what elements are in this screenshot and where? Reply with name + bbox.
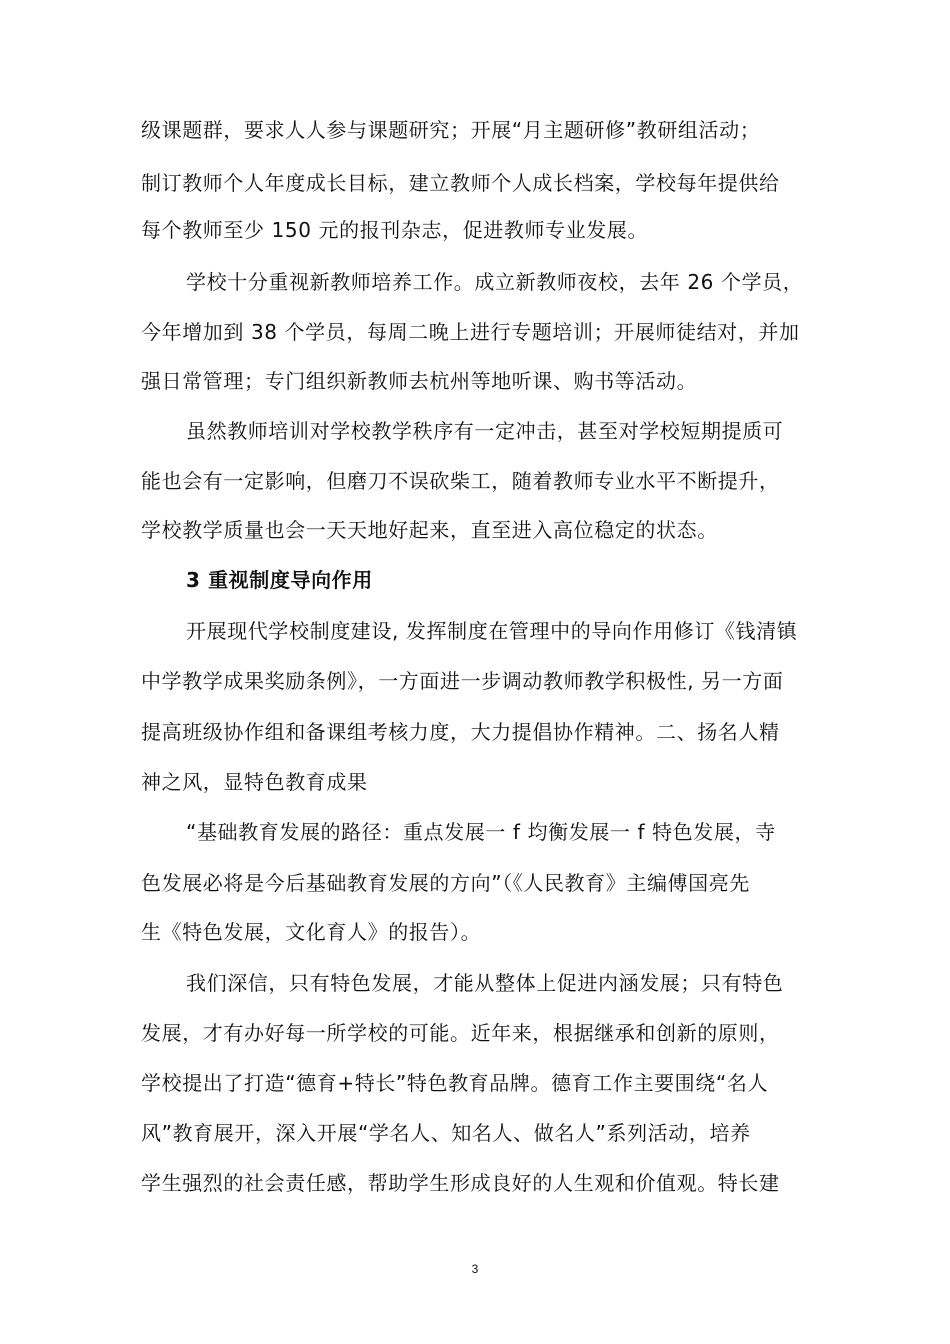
body-text-line: 色发展必将是今后基础教育发展的方向”（《人民教育》主编傅国亮先 (141, 871, 750, 895)
paragraph-first-line: 我们深信，只有特色发展，才能从整体上促进内涵发展；只有特色 (186, 971, 784, 995)
body-text-line: 提高班级协作组和备课组考核力度，大力提倡协作精神。二、扬名人精 (141, 720, 780, 744)
paragraph-first-line: “基础教育发展的路径：重点发展一 f 均衡发展一 f 特色发展，寺 (186, 820, 776, 844)
body-text-line: 级课题群，要求人人参与课题研究；开展“月主题研修”教研组活动； (141, 118, 761, 142)
body-text-line: 中学教学成果奖励条例》，一方面进一步调动教师教学积极性, 另一方面 (141, 669, 784, 693)
body-text-line: 今年增加到 38 个学员，每周二晚上进行专题培训；开展师徒结对，并加 (141, 320, 800, 344)
page-number: 3 (471, 1262, 479, 1276)
body-text-line: 每个教师至少 150 元的报刊杂志，促进教师专业发展。 (141, 218, 649, 242)
body-text-line: 发展，才有办好每一所学校的可能。近年来，根据继承和创新的原则， (141, 1021, 780, 1045)
body-text-line: 学生强烈的社会责任感，帮助学生形成良好的人生观和价值观。特长建 (141, 1171, 780, 1195)
body-text-line: 生《特色发展，文化育人》的报告）。 (141, 920, 482, 944)
body-text-line: 能也会有一定影响，但磨刀不误砍柴工，随着教师专业水平不断提升， (141, 469, 780, 493)
section-heading: 3 重视制度导向作用 (186, 568, 373, 592)
body-text-line: 风”教育展开，深入开展“学名人、知名人、做名人”系列活动，培养 (141, 1121, 751, 1145)
paragraph-first-line: 学校十分重视新教师培养工作。成立新教师夜校，去年 26 个学员， (186, 270, 804, 294)
body-text-line: 制订教师个人年度成长目标，建立教师个人成长档案，学校每年提供给 (141, 171, 780, 195)
body-text-line: 学校提出了打造“德育+特长”特色教育品牌。德育工作主要围绕“名人 (141, 1071, 769, 1095)
paragraph-first-line: 虽然教师培训对学校教学秩序有一定冲击，甚至对学校短期提质可 (186, 419, 784, 443)
body-text-line: 强日常管理；专门组织新教师去杭州等地听课、购书等活动。 (141, 369, 698, 393)
body-text-line: 学校教学质量也会一天天地好起来，直至进入高位稳定的状态。 (141, 518, 718, 542)
paragraph-first-line: 开展现代学校制度建设, 发挥制度在管理中的导向作用修订《钱清镇 (186, 619, 798, 643)
body-text-line: 神之风，显特色教育成果 (141, 770, 368, 794)
